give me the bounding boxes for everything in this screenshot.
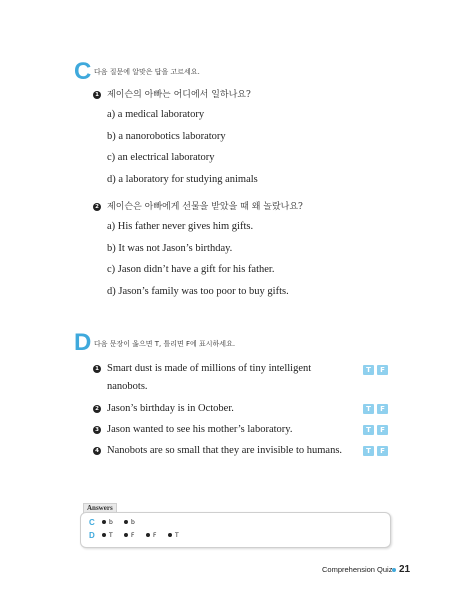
false-box[interactable]: F [377, 446, 388, 456]
answer-option: d) Jason’s family was too poor to buy gifts. [107, 286, 289, 297]
section-d-letter: D [74, 329, 92, 356]
question-text: 제이슨은 아빠에게 선물을 받았을 때 왜 놀랐나요? [107, 202, 303, 212]
answer-bullet-icon [146, 533, 150, 537]
section-d-instruction: 다음 문장이 옳으면 T, 틀리면 F에 표시하세요. [94, 340, 236, 348]
statement-number-badge: 3 [93, 426, 101, 434]
false-box[interactable]: F [377, 425, 388, 435]
answers-tab: Answers [83, 503, 117, 513]
true-box[interactable]: T [363, 404, 374, 414]
statement-text: Smart dust is made of millions of tiny intelligent [107, 363, 312, 374]
answer-bullet-icon [102, 533, 106, 537]
answer-option: b) It was not Jason’s birthday. [107, 243, 233, 254]
statement-number-badge: 4 [93, 447, 101, 455]
statement-number-badge: 1 [93, 365, 101, 373]
answer-item: b [124, 518, 135, 528]
answer-option: b) a nanorobotics laboratory [107, 131, 226, 142]
question-text: 제이슨의 아빠는 어디에서 일하나요? [107, 90, 251, 100]
statement-text-continued: nanobots. [107, 381, 148, 392]
statement-number-badge: 2 [93, 405, 101, 413]
answer-item: F [146, 531, 156, 541]
answer-bullet-icon [124, 533, 128, 537]
page-number: 21 [399, 564, 411, 575]
false-box[interactable]: F [377, 365, 388, 375]
question-number-badge: 2 [93, 203, 101, 211]
answer-option: a) His father never gives him gifts. [107, 221, 254, 232]
answer-item: T [168, 531, 179, 541]
answer-item: F [124, 531, 134, 541]
answer-item: b [102, 518, 113, 528]
true-box[interactable]: T [363, 425, 374, 435]
true-box[interactable]: T [363, 365, 374, 375]
answer-option: d) a laboratory for studying animals [107, 174, 258, 185]
answer-item: T [102, 531, 113, 541]
section-c-letter: C [74, 58, 92, 85]
statement-text: Jason wanted to see his mother’s laboratory. [107, 424, 293, 435]
answer-bullet-icon [124, 520, 128, 524]
section-c-instruction: 다음 질문에 알맞은 답을 고르세요. [94, 68, 200, 76]
footer-separator-dot [392, 568, 396, 572]
answers-d-letter: D [89, 531, 95, 540]
statement-text: Nanobots are so small that they are invisible to humans. [107, 445, 343, 456]
answer-bullet-icon [102, 520, 106, 524]
footer-label: Comprehension Quiz [322, 565, 393, 574]
answers-c-letter: C [89, 518, 95, 527]
answer-bullet-icon [168, 533, 172, 537]
true-box[interactable]: T [363, 446, 374, 456]
answer-option: c) Jason didn’t have a gift for his father. [107, 264, 275, 275]
statement-text: Jason’s birthday is in October. [107, 403, 234, 414]
answer-option: a) a medical laboratory [107, 109, 205, 120]
answer-option: c) an electrical laboratory [107, 152, 215, 163]
false-box[interactable]: F [377, 404, 388, 414]
question-number-badge: 1 [93, 91, 101, 99]
